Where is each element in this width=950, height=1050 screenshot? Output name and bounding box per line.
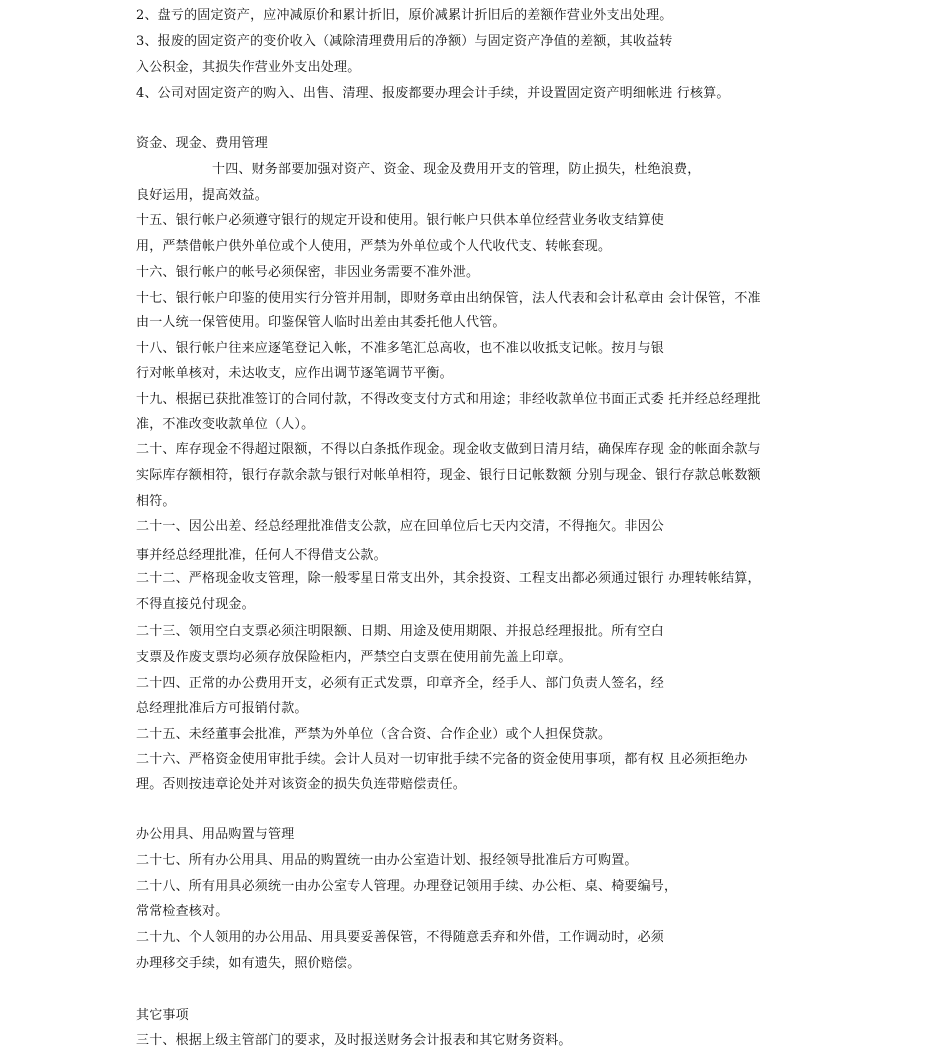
text-line: 二十一、因公出差、经总经理批准借支公款，应在回单位后七天内交清，不得拖欠。非因公 xyxy=(136,519,665,534)
text-line: 不得直接兑付现金。 xyxy=(136,597,255,612)
text-line: 总经理批准后方可报销付款。 xyxy=(136,701,308,716)
text-line: 二十七、所有办公用具、用品的购置统一由办公室造计划、报经领导批准后方可购置。 xyxy=(136,853,638,868)
text-line: 十四、财务部要加强对资产、资金、现金及费用开支的管理，防止损失，杜绝浪费， xyxy=(212,162,701,177)
text-line: 二十三、领用空白支票必须注明限额、日期、用途及使用期限、并报总经理报批。所有空白 xyxy=(136,624,665,639)
text-line: 良好运用，提高效益。 xyxy=(136,188,269,203)
text-line: 十九、根据已获批准签订的合同付款，不得改变支付方式和用途；非经收款单位书面正式委 托并经总经理批 xyxy=(136,392,761,407)
text-line: 2、盘亏的固定资产，应冲减原价和累计折旧，原价减累计折旧后的差额作营业外支出处理。 xyxy=(136,8,673,23)
text-line: 二十八、所有用具必须统一由办公室专人管理。办理登记领用手续、办公柜、桌、椅要编号， xyxy=(136,879,678,894)
section-heading-office-supplies: 办公用具、用品购置与管理 xyxy=(136,827,295,842)
text-line: 三十、根据上级主管部门的要求，及时报送财务会计报表和其它财务资料。 xyxy=(136,1033,572,1048)
text-line: 相符。 xyxy=(136,494,176,509)
text-line: 二十九、个人领用的办公用品、用具要妥善保管，不得随意丢弃和外借，工作调动时，必须 xyxy=(136,930,665,945)
text-line: 二十五、未经董事会批准，严禁为外单位（含合资、合作企业）或个人担保贷款。 xyxy=(136,727,612,742)
text-line: 十八、银行帐户往来应逐笔登记入帐，不准多笔汇总高收，也不准以收抵支记帐。按月与银 xyxy=(136,341,665,356)
text-line: 准，不准改变收款单位（人）。 xyxy=(136,417,315,432)
text-line: 实际库存额相符，银行存款余款与银行对帐单相符，现金、银行日记帐数额 分别与现金、银行存款总帐数额 xyxy=(136,468,761,483)
text-line: 4、公司对固定资产的购入、出售、清理、报废都要办理会计手续，并设置固定资产明细帐进 行核算。 xyxy=(136,86,730,101)
text-line: 3、报废的固定资产的变价收入（减除清理费用后的净额）与固定资产净值的差额，其收益转 xyxy=(136,34,673,49)
text-line: 入公积金，其损失作营业外支出处理。 xyxy=(136,60,361,75)
text-line: 理。否则按违章论处并对该资金的损失负连带赔偿责任。 xyxy=(136,777,467,792)
text-line: 二十、库存现金不得超过限额，不得以白条抵作现金。现金收支做到日清月结，确保库存现 金的帐面余款与 xyxy=(136,442,761,457)
text-line: 支票及作废支票均必须存放保险柜内，严禁空白支票在使用前先盖上印章。 xyxy=(136,650,572,665)
text-line: 十七、银行帐户印鉴的使用实行分管并用制，即财务章由出纳保管，法人代表和会计私章由 会计保管，不准 xyxy=(136,291,761,306)
text-line: 常常检查核对。 xyxy=(136,904,229,919)
text-line: 用，严禁借帐户供外单位或个人使用，严禁为外单位或个人代收代支、转帐套现。 xyxy=(136,239,612,254)
section-heading-other-matters: 其它事项 xyxy=(136,1008,189,1023)
text-line: 十五、银行帐户必须遵守银行的规定开设和使用。银行帐户只供本单位经营业务收支结算使 xyxy=(136,213,665,228)
text-line: 十六、银行帐户的帐号必须保密，非因业务需要不准外泄。 xyxy=(136,265,480,280)
text-line: 二十四、正常的办公费用开支，必须有正式发票，印章齐全，经手人、部门负责人签名，经 xyxy=(136,676,665,691)
section-heading-funds: 资金、现金、费用管理 xyxy=(136,136,269,151)
text-line: 二十六、严格资金使用审批手续。会计人员对一切审批手续不完备的资金使用事项，都有权 且必须拒绝办 xyxy=(136,752,748,767)
text-line: 事并经总经理批准，任何人不得借支公款。 xyxy=(136,548,387,563)
text-line: 二十二、严格现金收支管理，除一般零星日常支出外，其余投资、工程支出都必须通过银行 办理转帐结算， xyxy=(136,571,761,586)
text-line: 由一人统一保管使用。印鉴保管人临时出差由其委托他人代管。 xyxy=(136,315,506,330)
text-line: 办理移交手续，如有遗失，照价赔偿。 xyxy=(136,956,361,971)
text-line: 行对帐单核对，未达收支，应作出调节逐笔调节平衡。 xyxy=(136,366,453,381)
